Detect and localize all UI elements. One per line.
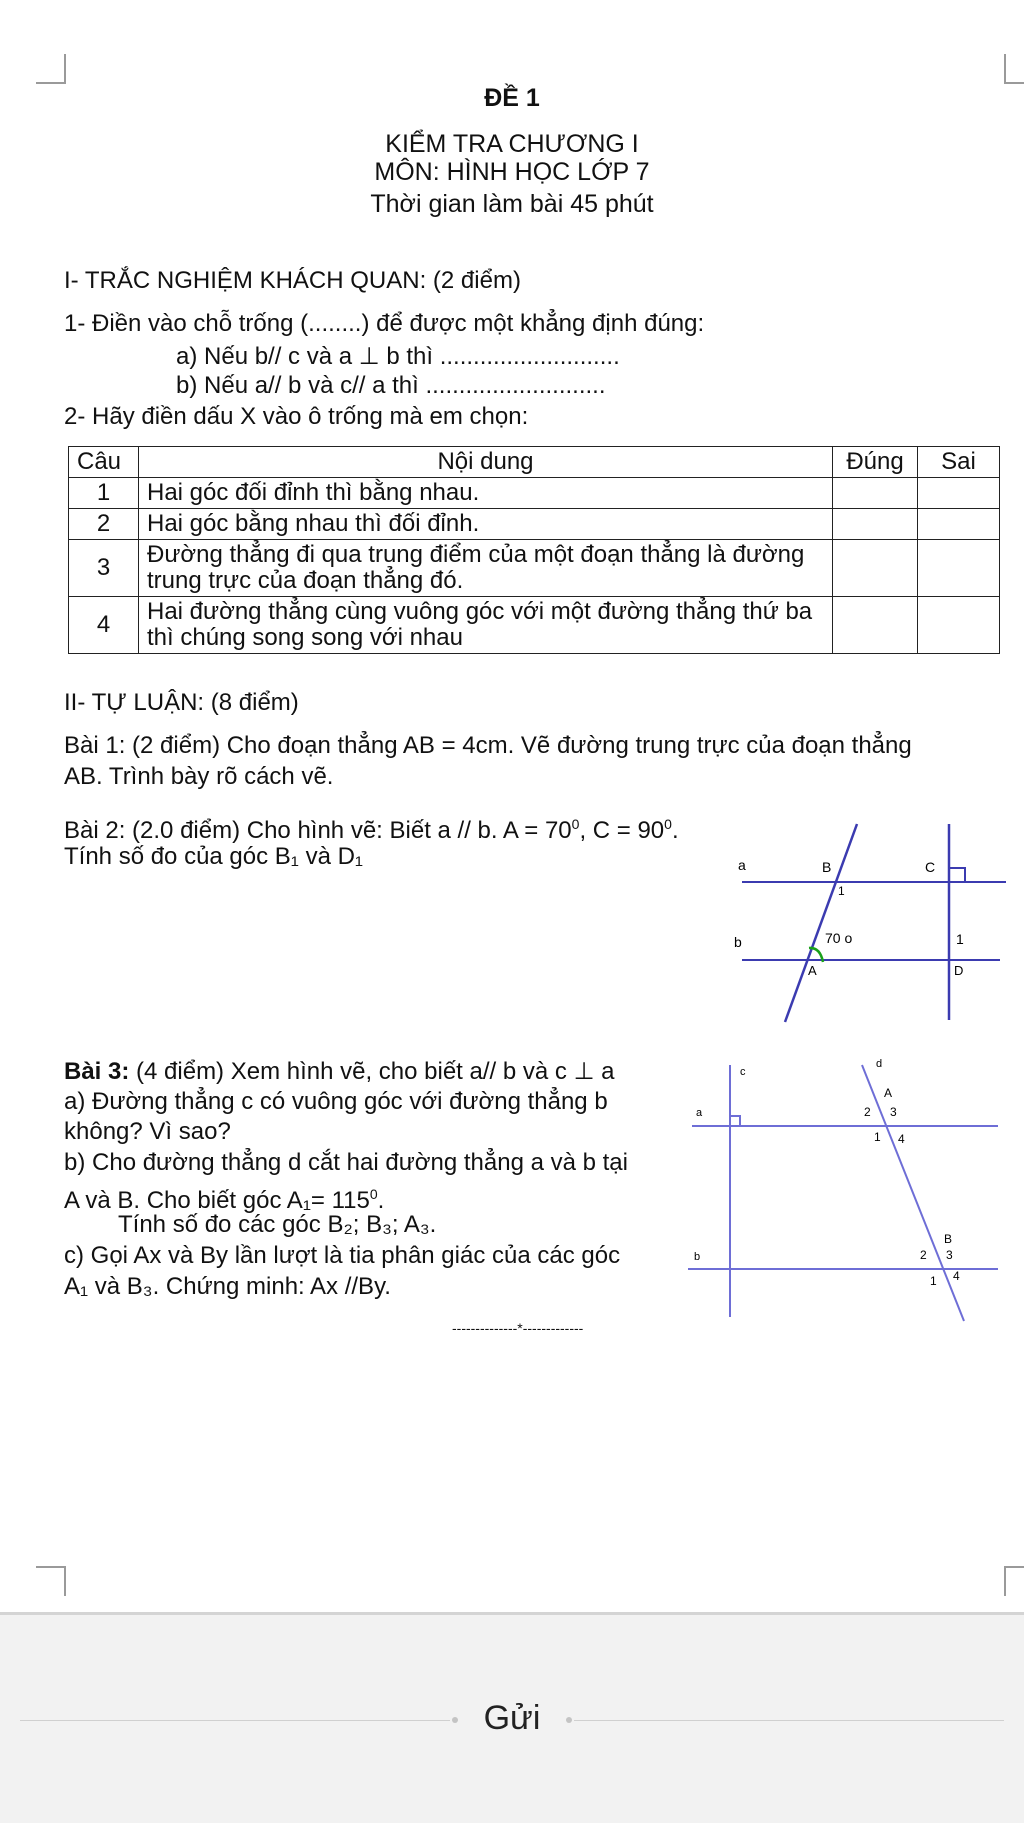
bai3-a2: không? Vì sao?: [64, 1118, 231, 1145]
label-B3: 3: [946, 1248, 953, 1262]
answer-true-cell[interactable]: [833, 540, 918, 597]
label-A3: 3: [890, 1105, 897, 1119]
part1-heading-text: I- TRẮC NGHIỆM KHÁCH QUAN:: [64, 267, 427, 294]
answer-false-cell[interactable]: [918, 540, 1000, 597]
part1-heading: [64, 266, 521, 295]
bai1-text: : (2 điểm) Cho đoạn thẳng AB = 4cm. Vẽ đường trung trực của đoạn thẳng: [118, 732, 912, 759]
bai1-line2: AB. Trình bày rõ cách vẽ.: [64, 763, 334, 790]
bai3-label: Bài 3:: [64, 1058, 130, 1085]
send-bar: [0, 1612, 1024, 1823]
bai2-text-c: , C = 90: [579, 817, 665, 844]
bai3-b: b) Cho đường thẳng d cắt hai đường thẳng a và b tại: [64, 1149, 628, 1176]
label-angle-70: 70 o: [825, 930, 853, 946]
label-C: C: [925, 859, 936, 875]
label-1-top: 1: [838, 884, 845, 898]
right-angle-mark: [730, 1116, 740, 1126]
label-B: B: [822, 859, 832, 875]
page-corner-mark: [1004, 1566, 1024, 1596]
degree-sup: 0: [664, 816, 672, 832]
label-c: c: [740, 1066, 746, 1078]
answer-false-cell[interactable]: [918, 597, 1000, 654]
label-d: d: [876, 1058, 883, 1070]
bai3-text: (4 điểm) Xem hình vẽ, cho biết a// b và c ⊥ a: [129, 1058, 615, 1085]
table-row: [69, 478, 1000, 509]
divider-right: [574, 1720, 1004, 1721]
bai3-b3: Tính số đo các góc B₂; B₃; A₃.: [118, 1211, 437, 1238]
label-A: A: [808, 963, 817, 978]
page-corner-mark: [36, 1566, 66, 1596]
send-button[interactable]: Gửi: [483, 1699, 541, 1737]
row-content: Hai đường thẳng cùng vuông góc với một đường thẳng thứ ba thì chúng song song với nhau: [139, 597, 833, 654]
page-corner-mark: [36, 54, 66, 84]
bai3-a: a) Đường thẳng c có vuông góc với đường thẳng b: [64, 1088, 608, 1115]
label-A2: 2: [864, 1105, 871, 1119]
bai2-figure: [720, 820, 1010, 1030]
label-D: D: [954, 963, 964, 978]
question-1a: a) Nếu b// c và a ⊥ b thì ...........................: [176, 343, 620, 370]
true-false-table: [68, 446, 1000, 654]
part2-points: (8 điểm): [210, 689, 299, 716]
label-b: b: [734, 934, 742, 950]
label-b: b: [694, 1251, 701, 1263]
answer-true-cell[interactable]: [833, 509, 918, 540]
label-A1: 1: [874, 1130, 881, 1144]
bai3: [64, 1057, 615, 1086]
row-number: 3: [69, 540, 139, 597]
bai3-figure: [680, 1055, 1000, 1325]
label-B2: 2: [920, 1248, 927, 1262]
row-number: 4: [69, 597, 139, 654]
label-a: a: [738, 857, 746, 873]
exam-subject: MÔN: HÌNH HỌC LỚP 7: [374, 158, 650, 186]
degree-sup: 0: [571, 816, 580, 832]
table-row: [69, 509, 1000, 540]
exam-title: KIỂM TRA CHƯƠNG I: [385, 130, 639, 158]
bai2: Bài 2: (2.0 điểm) Cho hình vẽ: Biết a // b. $A = 70^0$, $C = 90^0$.: [64, 816, 679, 844]
answer-false-cell[interactable]: [918, 509, 1000, 540]
header-sai: Sai: [918, 447, 1000, 478]
label-B1: 1: [930, 1274, 937, 1288]
answer-true-cell[interactable]: [833, 597, 918, 654]
bai2-label: Bài 2: [64, 817, 119, 844]
label-1-right: 1: [956, 931, 964, 947]
degree-sup: 0: [369, 1186, 378, 1202]
table-row: [69, 540, 1000, 597]
label-a: a: [696, 1107, 703, 1119]
part2-heading-text: II- TỰ LUẬN:: [64, 689, 205, 716]
bai3-c: c) Gọi Ax và By lần lượt là tia phân giác của các góc: [64, 1242, 621, 1269]
exam-number: ĐỀ 1: [484, 84, 540, 112]
part1-points: (2 điểm): [432, 267, 521, 294]
question-1: 1- Điền vào chỗ trống (........) để được một khẳng định đúng:: [64, 310, 705, 337]
table-row: [69, 597, 1000, 654]
bai1-label: Bài 1: [64, 732, 119, 759]
bai3-b2-text: A và B. Cho biết góc A₁= 115: [64, 1187, 370, 1214]
label-B: B: [944, 1232, 953, 1246]
question-2: 2- Hãy điền dấu X vào ô trống mà em chọn:: [64, 403, 529, 430]
part2-heading: [64, 688, 299, 717]
row-content: Đường thẳng đi qua trung điểm của một đoạn thẳng là đường trung trực của đoạn thẳng đó.: [139, 540, 833, 597]
page-corner-mark: [1004, 54, 1024, 84]
row-number: 2: [69, 509, 139, 540]
header-cau: Câu: [69, 447, 139, 478]
table-header-row: [69, 447, 1000, 478]
bai2-line2: Tính số đo của góc B₁ và D₁: [64, 843, 364, 870]
transversal-ab: [785, 824, 857, 1022]
bai1: [64, 731, 912, 760]
row-number: 1: [69, 478, 139, 509]
end-mark: --------------*-------------: [452, 1320, 584, 1336]
line-d: [862, 1065, 964, 1321]
row-content: Hai góc bằng nhau thì đối đỉnh.: [139, 509, 833, 540]
question-1b: b) Nếu a// b và c// a thì ...........................: [176, 372, 606, 399]
answer-true-cell[interactable]: [833, 478, 918, 509]
bai2-text: : (2.0 điểm) Cho hình vẽ: Biết a // b. A = 70: [118, 817, 572, 844]
exam-time: Thời gian làm bài 45 phút: [370, 190, 654, 218]
label-A: A: [884, 1086, 893, 1100]
right-angle-mark: [949, 868, 965, 882]
divider-dot: [566, 1717, 572, 1723]
bai3-b2: A và B. Cho biết góc $A_1= 115^0$.: [64, 1186, 385, 1214]
answer-false-cell[interactable]: [918, 478, 1000, 509]
header-noi-dung: Nội dung: [139, 447, 833, 478]
send-wrapper: [0, 1699, 1024, 1738]
label-A4: 4: [898, 1132, 905, 1146]
label-B4: 4: [953, 1269, 960, 1283]
bai3-c2: A₁ và B₃. Chứng minh: Ax //By.: [64, 1273, 391, 1300]
row-content: Hai góc đối đỉnh thì bằng nhau.: [139, 478, 833, 509]
header-dung: Đúng: [833, 447, 918, 478]
